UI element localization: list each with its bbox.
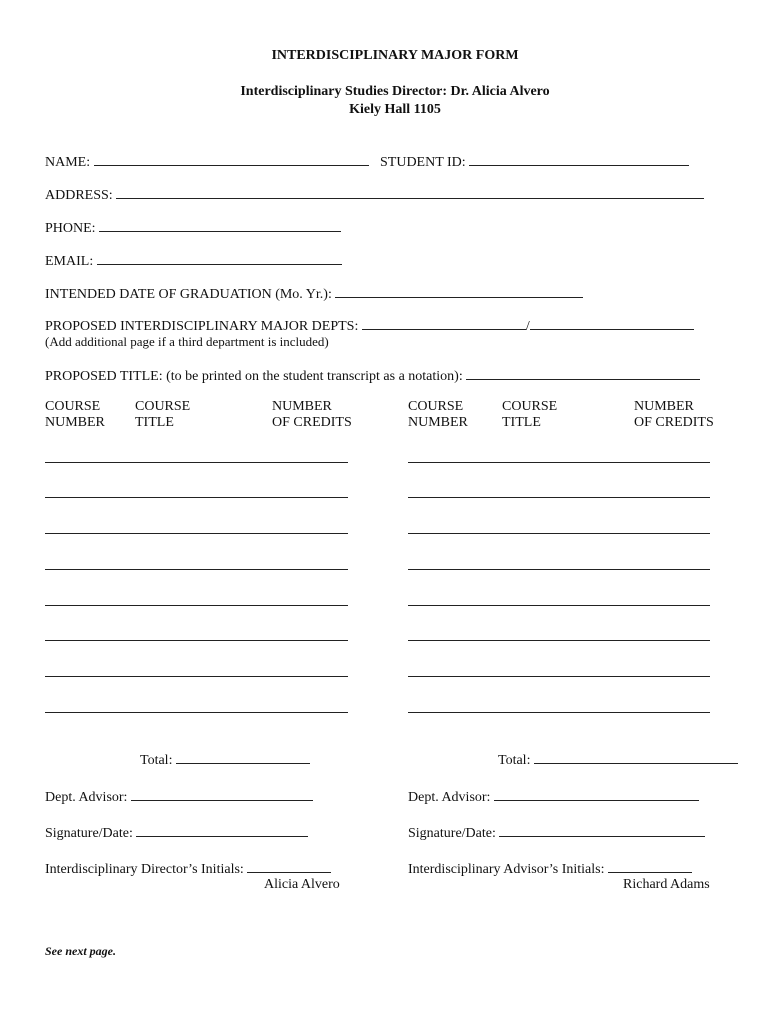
header-course-title-right bbox=[502, 399, 557, 431]
graduation-label: INTENDED DATE OF GRADUATION (Mo. Yr.): bbox=[45, 287, 332, 302]
dept-1-field[interactable] bbox=[362, 317, 526, 330]
director-line: Interdisciplinary Studies Director: Dr. Alicia Alvero bbox=[240, 84, 550, 99]
header-text: OF CREDITS bbox=[272, 415, 352, 430]
course-row-line[interactable] bbox=[408, 497, 710, 498]
header-course-title-left bbox=[135, 399, 190, 431]
total-left-row bbox=[140, 751, 310, 769]
director-initials-row bbox=[45, 860, 331, 878]
signature-left-field[interactable] bbox=[136, 824, 308, 837]
phone-field[interactable] bbox=[99, 219, 341, 232]
advisor-left-field[interactable] bbox=[131, 788, 313, 801]
header-course-number-left bbox=[45, 399, 105, 431]
director-initials-label: Interdisciplinary Director’s Initials: bbox=[45, 862, 244, 877]
header-text: COURSE bbox=[135, 399, 191, 414]
email-row bbox=[45, 252, 342, 270]
advisor-left-label: Dept. Advisor: bbox=[45, 790, 128, 805]
advisor-left-row bbox=[45, 788, 313, 806]
header-text: OF CREDITS bbox=[634, 415, 714, 430]
student-id-row bbox=[380, 153, 689, 171]
graduation-row bbox=[45, 285, 583, 303]
course-row-line[interactable] bbox=[45, 533, 348, 534]
course-row-line[interactable] bbox=[45, 462, 348, 463]
director-name: Alicia Alvero bbox=[264, 877, 340, 892]
dept-2-field[interactable] bbox=[530, 317, 694, 330]
graduation-field[interactable] bbox=[335, 285, 583, 298]
student-id-field[interactable] bbox=[469, 153, 689, 166]
course-row-line[interactable] bbox=[45, 712, 348, 713]
course-row-line[interactable] bbox=[408, 676, 710, 677]
proposed-title-label: PROPOSED TITLE: (to be printed on the student transcript as a notation): bbox=[45, 369, 463, 384]
advisor-right-field[interactable] bbox=[494, 788, 699, 801]
depts-note: (Add additional page if a third department is included) bbox=[45, 334, 329, 349]
header-credits-left bbox=[272, 399, 352, 431]
header-text: TITLE bbox=[502, 415, 541, 430]
signature-left-label: Signature/Date: bbox=[45, 826, 133, 841]
name-field[interactable] bbox=[94, 153, 369, 166]
course-row-line[interactable] bbox=[408, 462, 710, 463]
total-left-field[interactable] bbox=[176, 751, 310, 764]
phone-label: PHONE: bbox=[45, 221, 96, 236]
email-field[interactable] bbox=[97, 252, 342, 265]
email-label: EMAIL: bbox=[45, 254, 94, 269]
name-row bbox=[45, 153, 369, 171]
advisor-initials-label: Interdisciplinary Advisor’s Initials: bbox=[408, 862, 605, 877]
course-row-line[interactable] bbox=[45, 676, 348, 677]
form-title: INTERDISCIPLINARY MAJOR FORM bbox=[271, 48, 519, 63]
header-text: NUMBER bbox=[45, 415, 105, 430]
signature-left-row bbox=[45, 824, 308, 842]
course-row-line[interactable] bbox=[45, 605, 348, 606]
depts-separator: / bbox=[525, 319, 530, 334]
proposed-title-field[interactable] bbox=[466, 367, 700, 380]
header-text: NUMBER bbox=[634, 399, 694, 414]
signature-right-row bbox=[408, 824, 705, 842]
student-id-label: STUDENT ID: bbox=[380, 155, 466, 170]
advisor-initials-row bbox=[408, 860, 692, 878]
course-row-line[interactable] bbox=[408, 605, 710, 606]
address-row bbox=[45, 186, 704, 204]
phone-row bbox=[45, 219, 341, 237]
depts-row bbox=[45, 317, 694, 335]
advisor-name: Richard Adams bbox=[623, 877, 710, 892]
address-label: ADDRESS: bbox=[45, 188, 113, 203]
course-row-line[interactable] bbox=[408, 712, 710, 713]
header-text: NUMBER bbox=[408, 415, 468, 430]
header-text: COURSE bbox=[45, 399, 101, 414]
header-text: TITLE bbox=[135, 415, 174, 430]
course-row-line[interactable] bbox=[408, 533, 710, 534]
header-text: NUMBER bbox=[272, 399, 332, 414]
header-credits-right bbox=[634, 399, 714, 431]
header-text: COURSE bbox=[502, 399, 558, 414]
course-row-line[interactable] bbox=[45, 569, 348, 570]
course-row-line[interactable] bbox=[45, 640, 348, 641]
header-course-number-right bbox=[408, 399, 468, 431]
total-right-row bbox=[498, 751, 738, 769]
signature-right-label: Signature/Date: bbox=[408, 826, 496, 841]
see-next-page: See next page. bbox=[45, 944, 116, 958]
address-field[interactable] bbox=[116, 186, 704, 199]
location-line: Kiely Hall 1105 bbox=[349, 102, 441, 117]
signature-right-field[interactable] bbox=[499, 824, 705, 837]
name-label: NAME: bbox=[45, 155, 91, 170]
proposed-title-row bbox=[45, 367, 700, 385]
total-right-field[interactable] bbox=[534, 751, 738, 764]
course-row-line[interactable] bbox=[45, 497, 348, 498]
course-row-line[interactable] bbox=[408, 640, 710, 641]
course-row-line[interactable] bbox=[408, 569, 710, 570]
total-right-label: Total: bbox=[498, 753, 531, 768]
advisor-right-row bbox=[408, 788, 699, 806]
depts-label: PROPOSED INTERDISCIPLINARY MAJOR DEPTS: bbox=[45, 319, 359, 334]
total-left-label: Total: bbox=[140, 753, 173, 768]
advisor-initials-field[interactable] bbox=[608, 860, 692, 873]
header-text: COURSE bbox=[408, 399, 464, 414]
advisor-right-label: Dept. Advisor: bbox=[408, 790, 491, 805]
director-initials-field[interactable] bbox=[247, 860, 331, 873]
